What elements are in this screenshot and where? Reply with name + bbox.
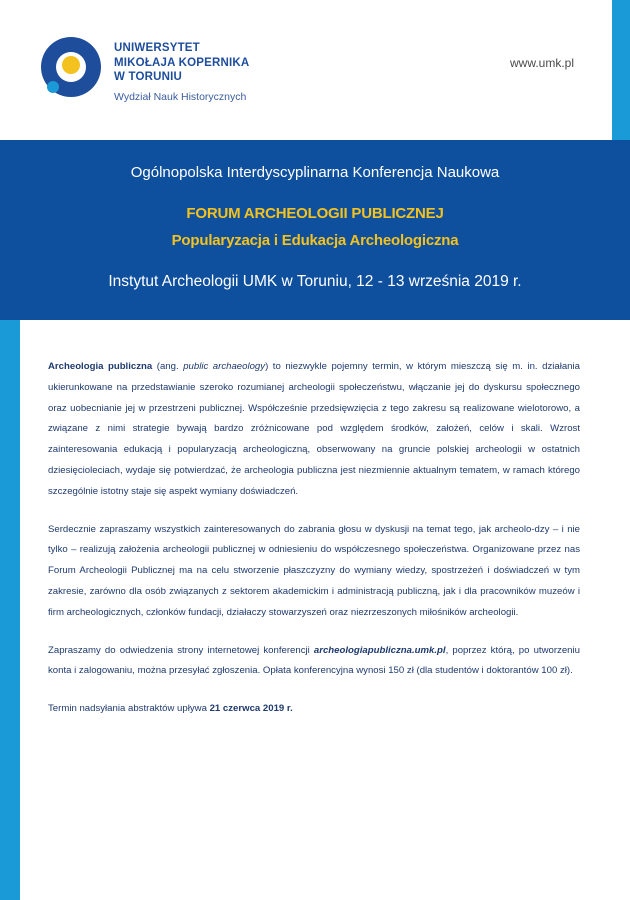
top-right-accent-stripe	[612, 0, 630, 140]
conference-website-link[interactable]: archeologiapubliczna.umk.pl	[313, 644, 446, 656]
term-english: public archaeology	[183, 361, 266, 372]
intro-text: ) to niezwykle pojemny termin, w którym mieszczą się m. in. działania ukierunkowane na przedstawianie szeroko rozumianej archeologii społeczeństwu, włączanie jej do dyskursu społecznego oraz uobecnianie jej w przestrzeni publicznej. Współcześnie przedsięwzięcia z tego zakresu są realizowane wielotorowo, a związane z nimi strategie bywają bardzo zróżnicowane pod względem środków, założeń, celów i skali. Wzrost zainteresowania edukacją i popularyzacją archeologiczną, obserwowany na gruncie polskiej archeologii w ostatnich dziesięcioleciach, wydaje się potwierdzać, że archeologia publiczna jest niezmiennie aktualnym tematem, w ramach którego szczególnie istotny staje się aspekt wymiany doświadczeń.	[48, 361, 580, 497]
website-pre: Zapraszamy do odwiedzenia strony internetowej konferencji	[48, 644, 314, 656]
conference-subtitle: Popularyzacja i Edukacja Archeologiczna	[171, 232, 459, 249]
university-name-line1: UNIWERSYTET	[114, 42, 200, 54]
left-accent-stripe	[0, 320, 20, 900]
intro-paragraph	[48, 357, 580, 503]
university-name-line2: MIKOŁAJA KOPERNIKA	[114, 56, 250, 69]
intro-pre: (ang.	[152, 361, 184, 372]
body-text	[48, 357, 580, 720]
umk-logo-icon	[40, 36, 102, 98]
university-name-line3: W TORUNIU	[114, 71, 183, 83]
invitation-paragraph: Serdecznie zapraszamy wszystkich zainteresowanych do zabrania głosu w dyskusji na temat tego, jak archeolo-dzy – i nie tylko – realizują założenia archeologii publicznej w odniesieniu do współczesnego społeczeństwa. Organizowane przez nas Forum Archeologii Publicznej ma na celu stworzenie płaszczyzny do wymiany wiedzy, spostrzeżeń i doświadczeń w tym zakresie, zarówno dla osób związanych z sektorem akademickim i administracją publiczną, jak i dla pracowników muzeów i firm archeologicznych, członków fundacji, działaczy stowarzyszeń oraz niezrzeszonych miłośników archeologii.	[48, 523, 580, 618]
deadline-date: 21 czerwca 2019 r.	[209, 703, 293, 715]
website-post: , poprzez którą, po utworzeniu konta i zalogowaniu, można przesyłać zgłoszenia. Opłata konferencyjna wynosi 150 zł (dla studentów i doktorantów 100 zł).	[48, 644, 580, 677]
term-highlight: Archeologia publiczna	[48, 361, 153, 372]
conference-title: FORUM ARCHEOLOGII PUBLICZNEJ	[186, 205, 444, 222]
university-name	[114, 41, 249, 85]
deadline-paragraph	[48, 699, 580, 720]
deadline-pre: Termin nadsyłania abstraktów upływa	[48, 703, 210, 715]
conference-banner	[0, 140, 630, 320]
website-link[interactable]: www.umk.pl	[510, 56, 575, 70]
conference-type: Ogólnopolska Interdyscyplinarna Konferencja Naukowa	[130, 164, 500, 181]
faculty-name: Wydział Nauk Historycznych	[114, 91, 247, 103]
website-paragraph	[48, 641, 580, 683]
conference-venue-date: Instytut Archeologii UMK w Toruniu, 12 - 13 września 2019 r.	[108, 273, 522, 290]
